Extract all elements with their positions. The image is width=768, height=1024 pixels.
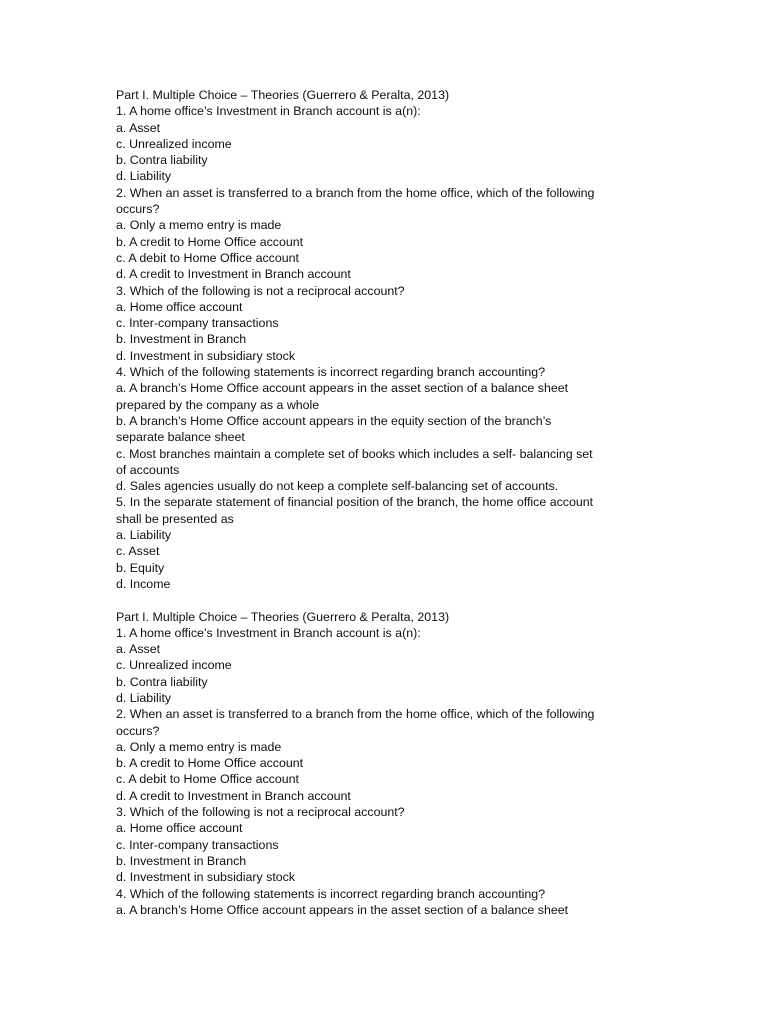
document-page [116,87,636,918]
choice: a. A branch’s Home Office account appears in the asset section of a balance sheet [116,381,569,396]
question-4: 4. Which of the following statements is incorrect regarding branch accounting? [116,886,546,901]
choice: b. Contra liability [116,674,208,689]
choice: b. Contra liability [116,153,208,168]
choice: d. A credit to Investment in Branch account [116,788,351,803]
choice: d. Liability [116,690,172,705]
section-heading: Part I. Multiple Choice – Theories (Guerrero & Peralta, 2013) [116,609,450,624]
choice: d. Income [116,576,171,591]
question-4: 4. Which of the following statements is incorrect regarding branch accounting? [116,365,546,380]
question-5-cont: shall be presented as [116,511,234,526]
choice-cont: prepared by the company as a whole [116,397,320,412]
question-5: 5. In the separate statement of financial position of the branch, the home office account [116,495,594,510]
choice: c. A debit to Home Office account [116,772,299,787]
choice: a. Home office account [116,821,243,836]
choice: c. A debit to Home Office account [116,250,299,265]
choice-cont: separate balance sheet [116,430,245,445]
choice: c. Inter-company transactions [116,316,279,331]
choice: b. Investment in Branch [116,332,247,347]
section-heading: Part I. Multiple Choice – Theories (Guerrero & Peralta, 2013) [116,88,450,102]
question-3: 3. Which of the following is not a reciprocal account? [116,805,405,820]
question-1: 1. A home office’s Investment in Branch account is a(n): [116,104,421,119]
question-2: 2. When an asset is transferred to a branch from the home office, which of the following [116,185,595,200]
choice: c. Asset [116,544,160,559]
choice-cont: of accounts [116,462,180,477]
section-1 [116,87,636,592]
choice: a. Asset [116,642,161,657]
choice: c. Inter-company transactions [116,837,279,852]
choice: b. Equity [116,560,165,575]
choice: b. Investment in Branch [116,853,247,868]
choice: a. Only a memo entry is made [116,218,282,233]
section-2 [116,609,636,919]
choice: a. Home office account [116,299,243,314]
choice: a. Only a memo entry is made [116,739,282,754]
question-2-cont: occurs? [116,723,160,738]
choice: c. Unrealized income [116,136,232,151]
section-spacer [116,592,636,608]
choice: d. Investment in subsidiary stock [116,870,296,885]
choice: d. A credit to Investment in Branch account [116,267,351,282]
question-2: 2. When an asset is transferred to a branch from the home office, which of the following [116,707,595,722]
choice: d. Liability [116,169,172,184]
choice: b. A credit to Home Office account [116,234,304,249]
choice: a. Liability [116,528,172,543]
choice: c. Most branches maintain a complete set of books which includes a self- balancing set [116,446,593,461]
choice: d. Investment in subsidiary stock [116,348,296,363]
question-1: 1. A home office’s Investment in Branch account is a(n): [116,625,421,640]
choice: b. A branch’s Home Office account appears in the equity section of the branch’s [116,413,552,428]
choice: c. Unrealized income [116,658,232,673]
choice: a. Asset [116,120,161,135]
question-2-cont: occurs? [116,202,160,217]
choice: d. Sales agencies usually do not keep a complete self-balancing set of accounts. [116,479,559,494]
question-3: 3. Which of the following is not a reciprocal account? [116,283,405,298]
choice: b. A credit to Home Office account [116,756,304,771]
choice: a. A branch’s Home Office account appears in the asset section of a balance sheet [116,902,569,917]
